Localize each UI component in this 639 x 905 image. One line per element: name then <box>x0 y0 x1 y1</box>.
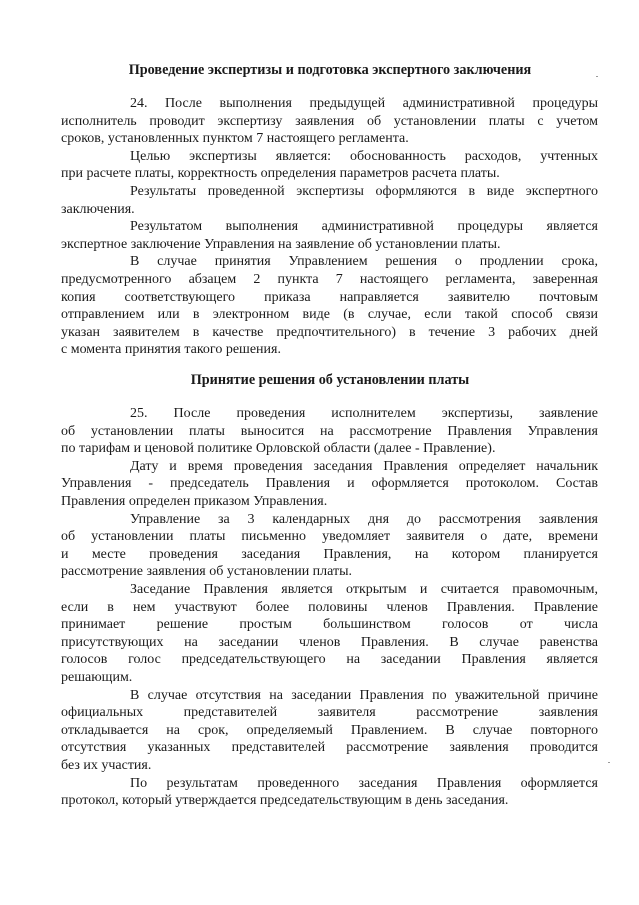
text-line: голосов голос председательствующего на заседании Правления является <box>61 652 598 668</box>
paragraph <box>61 405 598 458</box>
text-line: В случае отсутствия на заседании Правления по уважительной причине <box>130 687 598 703</box>
text-line: протокол, который утверждается председательствующим в день заседания. <box>61 793 509 809</box>
text-line: исполнитель проводит экспертизу заявления об установлении платы с учетом <box>61 113 598 129</box>
text-line: 24. После выполнения предыдущей административной процедуры <box>130 96 598 111</box>
text-line: отсутствия указанных представителей рассмотрение заявления проводится <box>61 740 598 756</box>
text-line: Заседание Правления является открытым и считается правомочным, <box>130 582 598 597</box>
text-line: указан заявителем в качестве предпочтительного) в течение 3 рабочих дней <box>61 324 598 340</box>
text-line: по тарифам и ценовой политике Орловской области (далее - Правление). <box>61 441 496 457</box>
text-line: присутствующих на заседании членов Правления. В случае равенства <box>61 634 598 650</box>
text-line: копия соответствующего приказа направляется заявителю почтовым <box>61 289 598 305</box>
paragraph <box>61 253 598 359</box>
paragraph <box>61 95 598 148</box>
paragraph <box>61 458 598 511</box>
text-line: Дату и время проведения заседания Правления определяет начальник <box>130 458 598 474</box>
text-line: По результатам проведенного заседания Правления оформляется <box>130 775 598 791</box>
text-line: заключения. <box>61 201 135 217</box>
text-line: Правления определен приказом Управления. <box>61 493 328 509</box>
text-line: принимает решение простым большинством голосов от числа <box>61 617 598 633</box>
paragraph <box>61 183 598 218</box>
section-heading: Принятие решения об установлении платы <box>190 372 470 388</box>
paragraph <box>61 687 598 775</box>
text-line: решающим. <box>61 669 133 685</box>
text-line: сроков, установленных пунктом 7 настоящего регламента. <box>61 131 409 147</box>
text-line: откладывается на срок, определяемый Правлением. В случае повторного <box>61 722 598 738</box>
text-line: официальных представителей заявителя рассмотрение заявления <box>61 705 598 721</box>
text-line: с момента принятия такого решения. <box>61 342 281 358</box>
text-line: Результатом выполнения административной процедуры является <box>130 219 598 235</box>
text-line: без их участия. <box>61 757 152 773</box>
scan-speck <box>608 762 610 763</box>
text-line: рассмотрение заявления об установлении платы. <box>61 564 353 580</box>
text-line: предусмотренного абзацем 2 пункта 7 настоящего регламента, заверенная <box>61 271 598 287</box>
text-line: экспертное заключение Управления на заявление об установлении платы. <box>61 236 501 252</box>
paragraph <box>61 511 598 581</box>
text-line: и месте проведения заседания Правления, на котором планируется <box>61 546 598 562</box>
scan-speck <box>596 76 598 77</box>
paragraph <box>61 581 598 687</box>
paragraph <box>61 775 598 810</box>
text-line: Управление за 3 календарных дня до рассмотрения заявления <box>130 511 598 527</box>
text-line: об установлении платы письменно уведомляет заявителя о дате, времени <box>61 529 598 545</box>
text-line: при расчете платы, корректность определения параметров расчета платы. <box>61 166 500 182</box>
paragraph <box>61 218 598 253</box>
text-line: если в нем участвуют более половины членов Правления. Правление <box>61 599 598 615</box>
text-line: В случае принятия Управлением решения о продлении срока, <box>130 254 598 270</box>
text-line: отправлением или в электронном виде (в случае, если такой способ связи <box>61 307 598 323</box>
text-line: 25. После проведения исполнителем экспертизы, заявление <box>130 406 598 421</box>
text-line: Результаты проведенной экспертизы оформляются в виде экспертного <box>130 184 598 199</box>
text-line: об установлении платы выносится на рассмотрение Правления Управления <box>61 423 598 439</box>
paragraph <box>61 148 598 183</box>
text-line: Управления - председатель Правления и оформляется протоколом. Состав <box>61 476 598 492</box>
text-line: Целью экспертизы является: обоснованность расходов, учтенных <box>130 148 598 164</box>
section-heading: Проведение экспертизы и подготовка экспертного заключения <box>128 62 532 78</box>
